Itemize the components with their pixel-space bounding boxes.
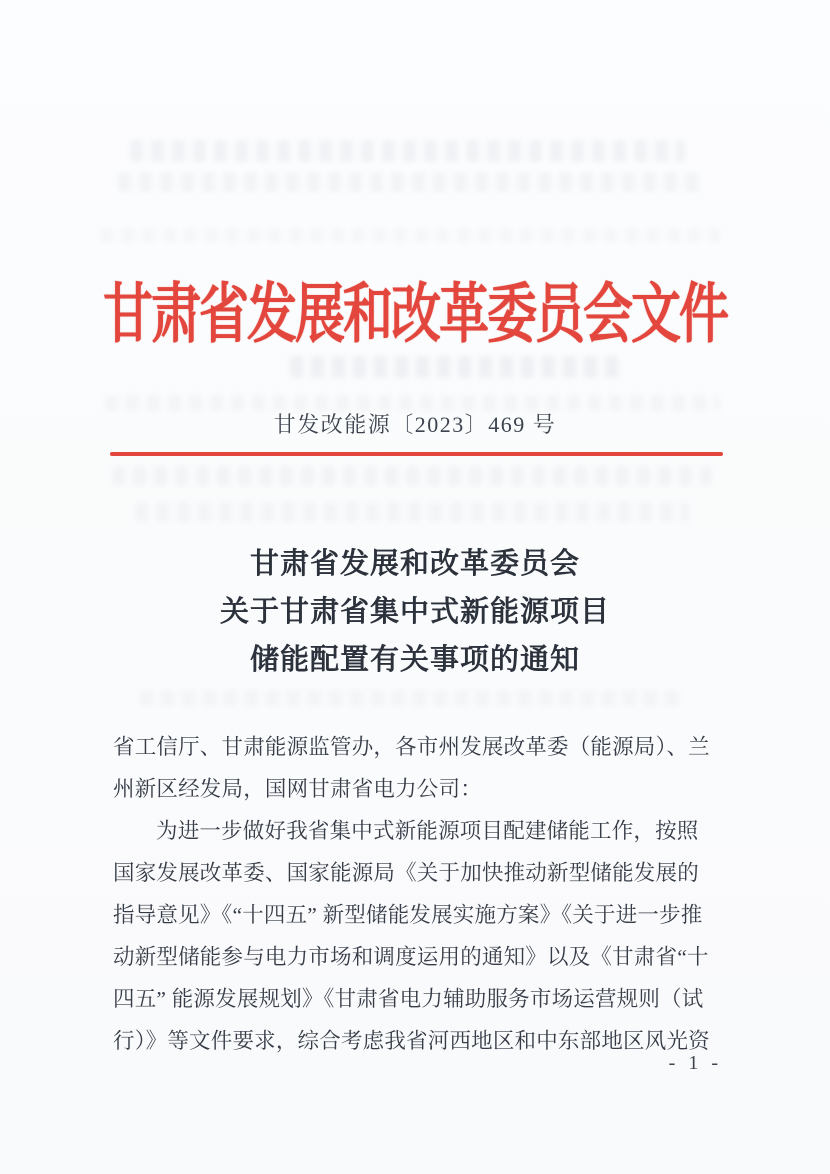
body-line: 为进一步做好我省集中式新能源项目配建储能工作，按照 — [156, 819, 699, 843]
body-line: 指导意见》《“十四五” 新型储能发展实施方案》《关于进一步推 — [113, 903, 703, 927]
agency-banner-title: 甘肃省发展和改革委员会文件 — [103, 277, 727, 351]
red-divider-line — [110, 452, 723, 456]
body-line: 动新型储能参与电力市场和调度运用的通知》以及《甘肃省“十 — [113, 945, 709, 969]
document-body — [113, 726, 723, 1062]
document-title-line-3: 储能配置有关事项的通知 — [249, 644, 580, 676]
document-title-line-2: 关于甘肃省集中式新能源项目 — [219, 596, 610, 628]
body-line: 省工信厅、甘肃能源监管办，各市州发展改革委（能源局）、兰 — [113, 735, 710, 759]
document-title-line-1: 甘肃省发展和改革委员会 — [249, 548, 580, 580]
bleed-through-ghost-text — [130, 140, 685, 162]
body-line: 国家发展改革委、国家能源局《关于加快推动新型储能发展的 — [113, 861, 699, 885]
document-title — [0, 540, 830, 684]
body-line: 四五” 能源发展规划》《甘肃省电力辅助服务市场运营规则（试 — [113, 987, 704, 1011]
document-number: 甘发改能源〔2023〕469 号 — [273, 412, 557, 437]
page-number: - 1 - — [668, 1052, 722, 1074]
bleed-through-ghost-text — [290, 356, 620, 378]
body-line: 行）》等文件要求，综合考虑我省河西地区和中东部地区风光资 — [113, 1029, 710, 1053]
bleed-through-ghost-text — [100, 228, 720, 242]
body-line: 州新区经发局，国网甘肃省电力公司： — [113, 777, 482, 801]
bleed-through-ghost-text — [118, 172, 703, 192]
bleed-through-ghost-text — [135, 502, 690, 522]
bleed-through-ghost-text — [112, 466, 712, 486]
bleed-through-ghost-text — [140, 690, 685, 706]
